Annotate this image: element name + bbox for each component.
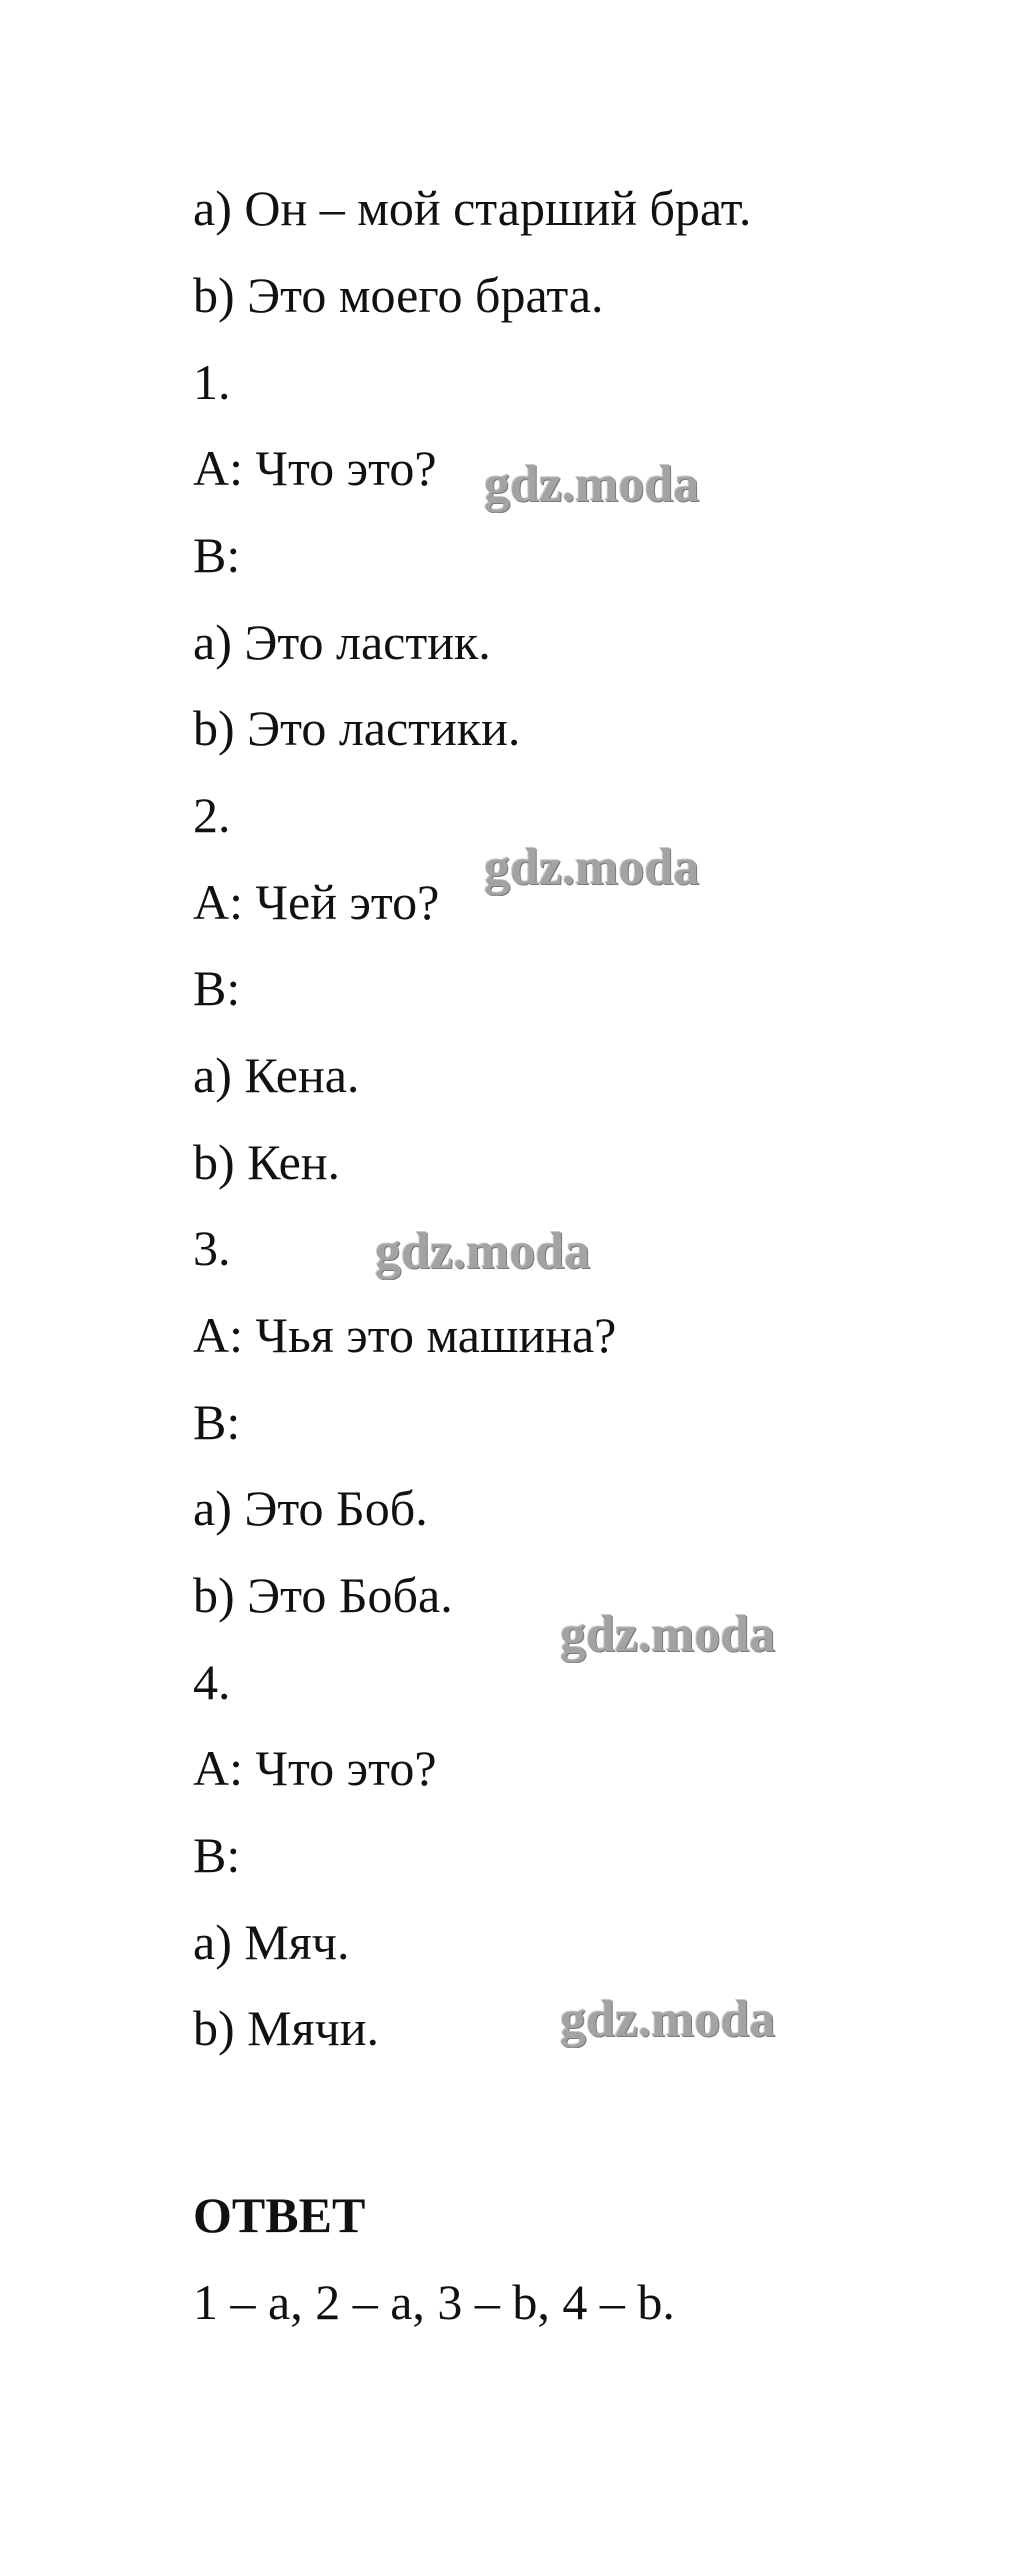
item-number: 2.: [193, 787, 231, 843]
question-line: A: Чья это машина?: [193, 1307, 617, 1363]
text-line: a) Он – мой старший брат.: [193, 180, 752, 236]
item-number: 1.: [193, 354, 231, 410]
watermark: gdz.moda: [560, 1991, 776, 2048]
question-line: A: Что это?: [193, 440, 437, 496]
item-number: 3.: [193, 1220, 231, 1276]
item-number: 4.: [193, 1654, 231, 1710]
option-b: b) Это ластики.: [193, 700, 521, 756]
speaker-line: B:: [193, 1827, 241, 1883]
option-b: b) Мячи.: [193, 2000, 380, 2056]
watermark: gdz.moda: [484, 839, 700, 896]
speaker-line: B:: [193, 527, 241, 583]
question-line: A: Чей это?: [193, 874, 440, 930]
option-a: a) Мяч.: [193, 1914, 350, 1970]
speaker-line: B:: [193, 1394, 241, 1450]
text-line: b) Это моего брата.: [193, 267, 604, 323]
option-b: b) Это Боба.: [193, 1567, 453, 1623]
speaker-line: B:: [193, 960, 241, 1016]
question-line: A: Что это?: [193, 1740, 437, 1796]
answer-text: 1 – a, 2 – a, 3 – b, 4 – b.: [193, 2274, 675, 2330]
option-a: a) Это Боб.: [193, 1480, 428, 1536]
option-b: b) Кен.: [193, 1134, 341, 1190]
watermark: gdz.moda: [560, 1606, 776, 1663]
answer-heading: ОТВЕТ: [193, 2187, 366, 2243]
option-a: a) Кена.: [193, 1047, 360, 1103]
watermark: gdz.moda: [375, 1223, 591, 1280]
option-a: a) Это ластик.: [193, 614, 491, 670]
watermark: gdz.moda: [484, 456, 700, 513]
